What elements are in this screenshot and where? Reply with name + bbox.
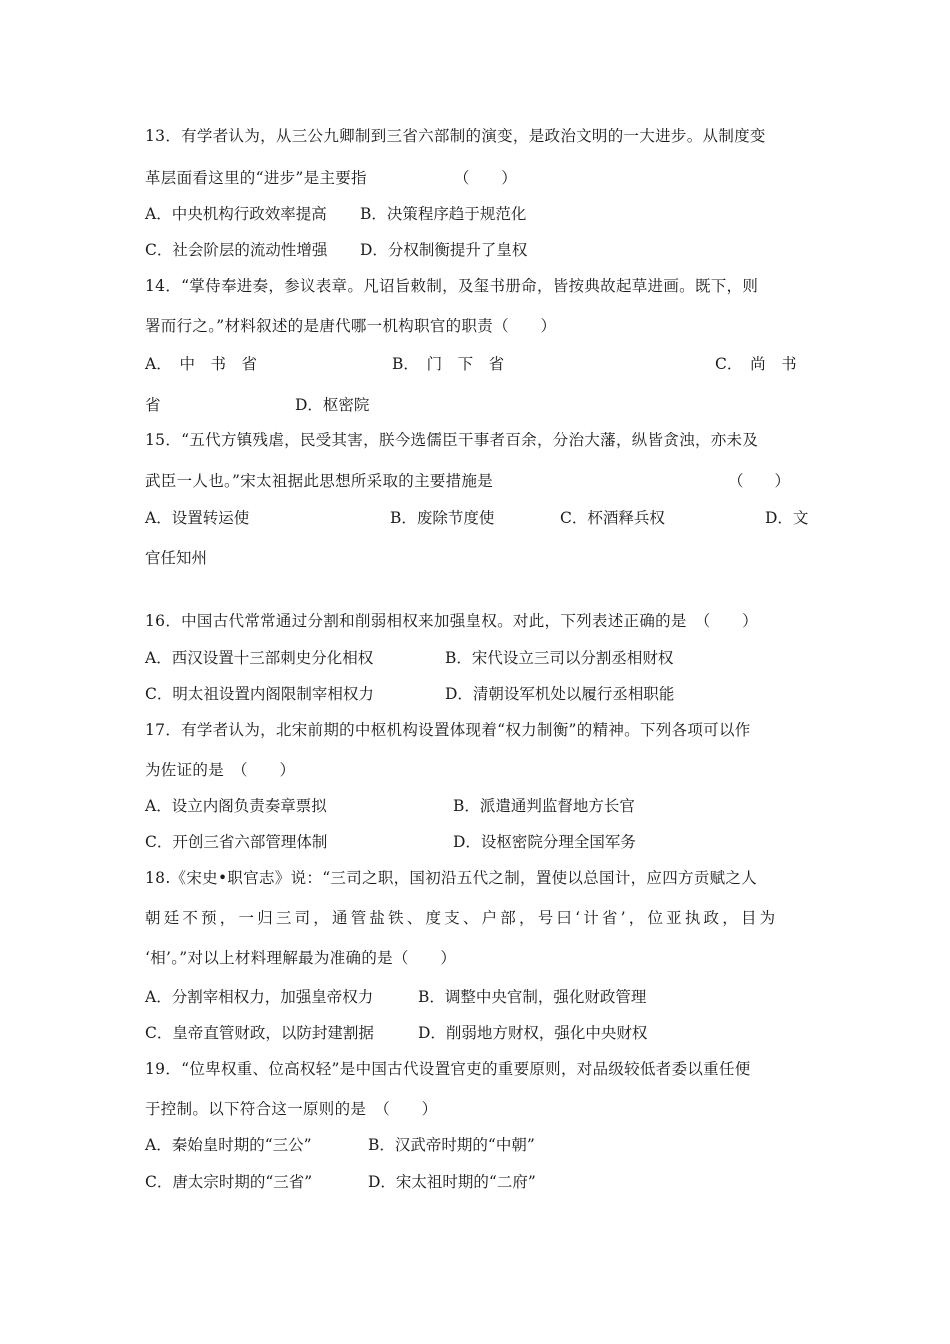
question-18-stem-line-3: ‘相’。”对以上材料理解最为准确的是（ ） (145, 949, 457, 967)
question-14-option-c: C． 尚 书 (715, 355, 797, 373)
question-16-option-b: B．宋代设立三司以分割丞相财权 (445, 649, 674, 667)
question-15-option-d-cont: 官任知州 (145, 549, 208, 567)
question-14-option-c-cont: 省 (145, 396, 161, 414)
question-13-stem-line-1: 13．有学者认为，从三公九卿制到三省六部制的演变，是政治文明的一大进步。从制度变 (145, 127, 766, 145)
question-15-option-d: D．文 (765, 509, 809, 527)
question-16-option-c: C．明太祖设置内阁限制宰相权力 (145, 685, 374, 703)
question-19-option-a: A．秦始皇时期的“三公” (145, 1136, 312, 1154)
question-19-option-c: C．唐太宗时期的“三省” (145, 1173, 313, 1191)
question-16-option-a: A．西汉设置十三部刺史分化相权 (145, 649, 374, 667)
question-19-stem-line-1: 19．“位卑权重、位高权轻”是中国古代设置官吏的重要原则，对品级较低者委以重任便 (145, 1060, 751, 1078)
question-15-option-c: C．杯酒释兵权 (560, 509, 665, 527)
question-19-option-d: D．宋太祖时期的“二府” (368, 1173, 536, 1191)
question-13-option-a: A．中央机构行政效率提高 (145, 205, 327, 223)
question-14-stem-line-2: 署而行之。”材料叙述的是唐代哪一机构职官的职责（ ） (145, 317, 557, 335)
question-15-option-a: A．设置转运使 (145, 509, 250, 527)
question-15-option-b: B．废除节度使 (390, 509, 495, 527)
question-16-stem: 16．中国古代常常通过分割和削弱相权来加强皇权。对此，下列表述正确的是 （ ） (145, 612, 758, 630)
question-15-answer-paren: （ ） (728, 472, 791, 490)
question-18-option-b: B．调整中央官制，强化财政管理 (418, 988, 647, 1006)
question-17-stem-line-1: 17．有学者认为，北宋前期的中枢机构设置体现着“权力制衡”的精神。下列各项可以作 (145, 721, 751, 739)
question-13-option-b: B．决策程序趋于规范化 (360, 205, 527, 223)
question-18-option-a: A．分割宰相权力，加强皇帝权力 (145, 988, 374, 1006)
question-16-option-d: D．清朝设军机处以履行丞相职能 (445, 685, 675, 703)
question-14-option-d: D．枢密院 (295, 396, 370, 414)
question-17-option-b: B．派遣通判监督地方长官 (453, 797, 635, 815)
question-15-stem-line-1: 15．“五代方镇残虐，民受其害，朕今选儒臣干事者百余，分治大藩，纵皆贪浊，亦未及 (145, 431, 759, 449)
question-18-stem-line-2: 朝廷不预，一归三司，通管盐铁、度支、户部，号曰‘计省’，位亚执政，目为 (145, 909, 779, 927)
question-17-option-d: D．设枢密院分理全国军务 (453, 833, 636, 851)
question-14-option-b: B． 门 下 省 (392, 355, 505, 373)
question-17-stem-line-2: 为佐证的是 （ ） (145, 761, 296, 779)
question-18-option-d: D．削弱地方财权，强化中央财权 (418, 1024, 648, 1042)
question-19-option-b: B．汉武帝时期的“中朝” (368, 1136, 535, 1154)
question-14-option-a: A． 中 书 省 (145, 355, 257, 373)
question-19-stem-line-2: 于控制。以下符合这一原则的是 （ ） (145, 1100, 438, 1118)
question-18-stem-line-1: 18.《宋史•职官志》说：“三司之职，国初沿五代之制，置使以总国计，应四方贡赋之人 (145, 869, 758, 887)
question-17-option-c: C．开创三省六部管理体制 (145, 833, 328, 851)
question-13-stem-line-2: 革层面看这里的“进步”是主要指 （ ） (145, 169, 518, 187)
question-15-stem-line-2: 武臣一人也。”宋太祖据此思想所采取的主要措施是 (145, 472, 494, 490)
question-18-option-c: C．皇帝直管财政，以防封建割据 (145, 1024, 374, 1042)
question-13-option-c: C．社会阶层的流动性增强 (145, 241, 328, 259)
question-13-option-d: D．分权制衡提升了皇权 (360, 241, 528, 259)
question-14-stem-line-1: 14．“掌侍奉进奏，参议表章。凡诏旨敕制，及玺书册命，皆按典故起草进画。既下，则 (145, 277, 759, 295)
question-17-option-a: A．设立内阁负责奏章票拟 (145, 797, 327, 815)
